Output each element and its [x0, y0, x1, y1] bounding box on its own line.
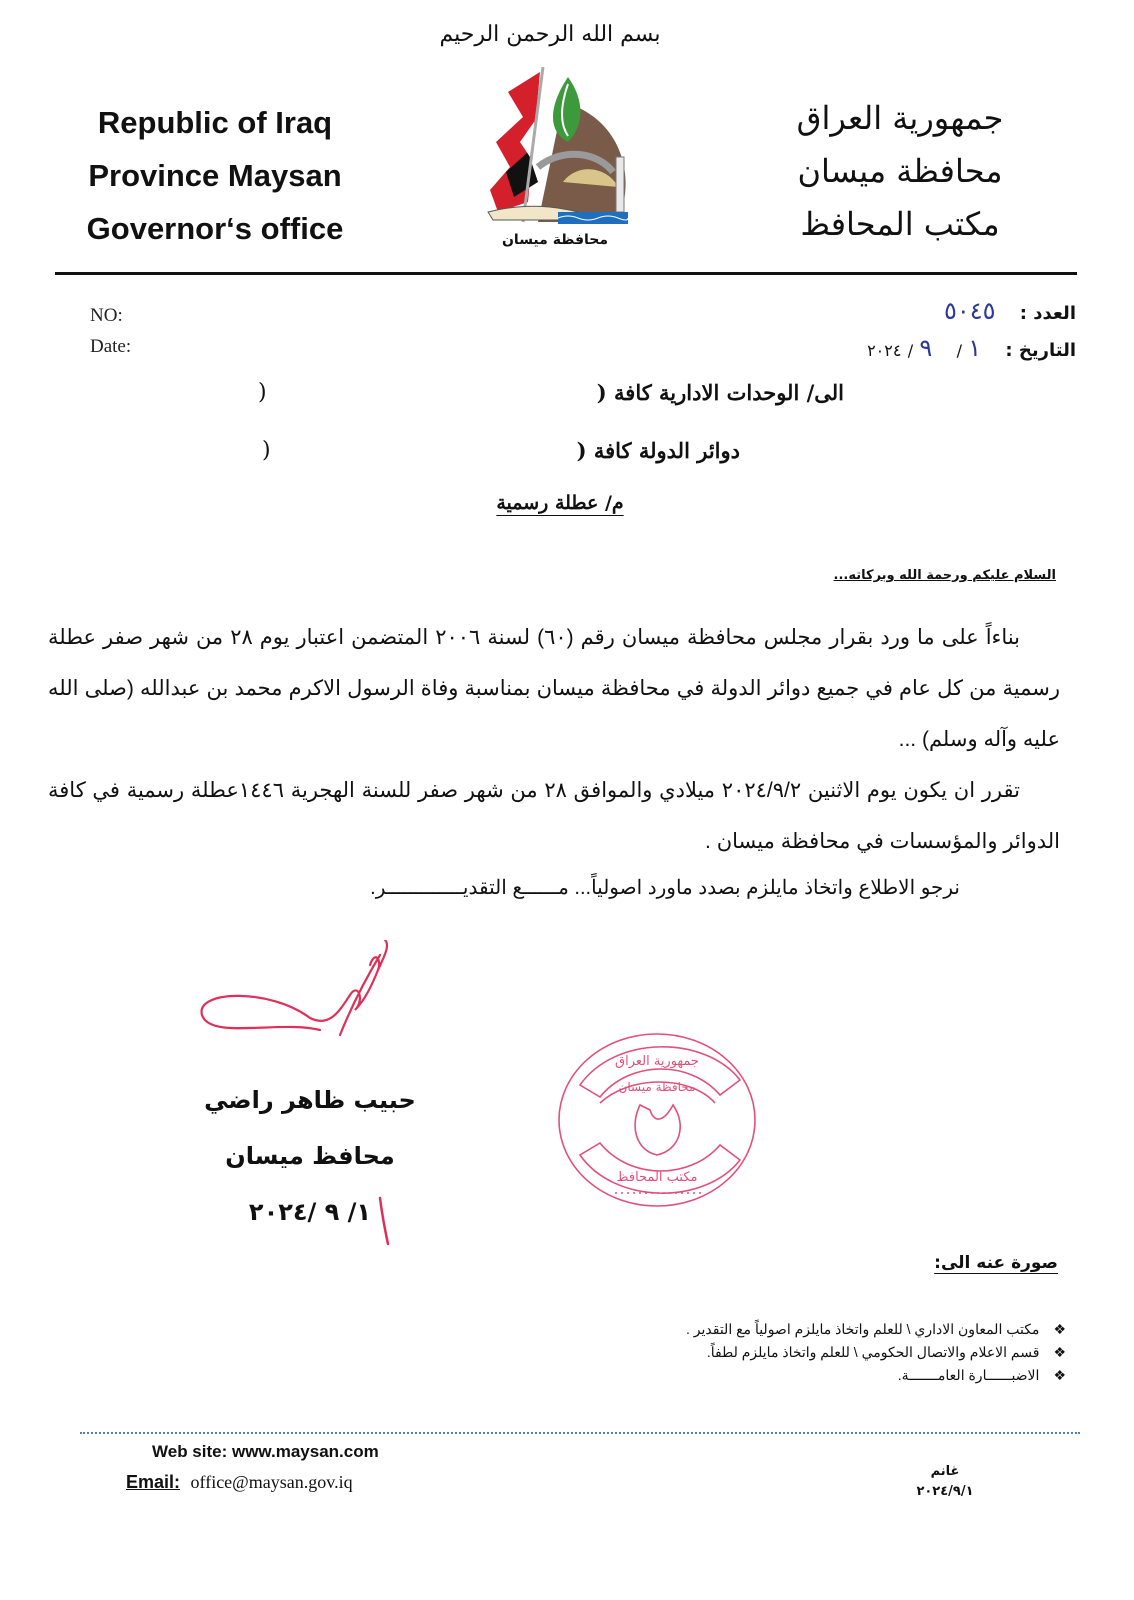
- signer-date: ١/ ٩ /٢٠٢٤: [248, 1198, 372, 1226]
- email-link[interactable]: office@maysan.gov.iq: [190, 1472, 353, 1492]
- english-reference: [90, 300, 131, 362]
- copies-item-text: الاضبــــــارة العامـــــــة.: [897, 1367, 1040, 1383]
- stamp-seal-icon: [555, 1025, 760, 1215]
- arabic-line-office: مكتب المحافظ: [800, 205, 1000, 243]
- footer-divider: [80, 1432, 1080, 1434]
- closing-line: نرجو الاطلاع واتخاذ مايلزم بصدد ماورد اصولياً... مــــــع التقديـــــــــــــر.: [370, 877, 960, 899]
- copies-list: [686, 1318, 1066, 1387]
- header-divider: [55, 272, 1077, 275]
- stamp-bottom-text: مكتب المحافظ: [616, 1170, 698, 1185]
- handwritten-signature-icon: [190, 940, 410, 1050]
- recipient-line-1-close: ): [258, 380, 267, 405]
- english-line-office: Governor‘s office: [86, 211, 344, 246]
- recipient-line-2: دوائر الدولة كافة (: [576, 438, 740, 463]
- english-line-country: Republic of Iraq: [97, 105, 333, 140]
- letter-body: [48, 612, 1060, 867]
- subject-text: م/ عطلة رسمية: [496, 492, 624, 514]
- copies-title: صورة عنه الى:: [934, 1253, 1058, 1273]
- signer-title: محافظ ميسان: [225, 1142, 395, 1170]
- copies-item-text: مكتب المعاون الاداري \ للعلم واتخاذ مايلزم اصولياً مع التقدير .: [686, 1321, 1040, 1337]
- logo-caption: محافظة ميسان: [501, 232, 609, 248]
- signer-name: حبيب ظاهر راضي: [204, 1086, 416, 1114]
- copies-item-text: قسم الاعلام والاتصال الحكومي \ للعلم واتخاذ مايلزم لطفاً.: [706, 1344, 1040, 1360]
- date-label-ar: التاريخ :: [1005, 340, 1076, 361]
- english-line-province: Province Maysan: [88, 158, 342, 193]
- date-row: التاريخ : ١ / ٩ / ٢٠٢٤: [867, 334, 1076, 362]
- typist-date: ٢٠٢٤/٩/١: [916, 1484, 974, 1499]
- website-link[interactable]: Web site: www.maysan.com: [152, 1442, 379, 1461]
- arabic-line-province: محافظة ميسان: [797, 152, 1003, 190]
- typist-mark: [890, 1462, 1000, 1502]
- official-stamp: [555, 1025, 760, 1215]
- copies-item: [686, 1364, 1066, 1387]
- date-year: ٢٠٢٤: [867, 341, 902, 360]
- copies-item: [686, 1341, 1066, 1364]
- date-month: ٩: [919, 334, 933, 362]
- bullet-icon: ❖: [1053, 1367, 1066, 1383]
- arabic-line-country: جمهورية العراق: [796, 99, 1004, 137]
- email-line: [126, 1472, 353, 1493]
- number-row: [867, 294, 1076, 331]
- typist-name: غانم: [930, 1464, 960, 1479]
- date-day: ١: [968, 334, 982, 362]
- subject-line: [400, 492, 720, 514]
- body-paragraph-2: تقرر ان يكون يوم الاثنين ٢٠٢٤/٩/٢ ميلادي والموافق ٢٨ من شهر صفر للسنة الهجرية ١٤٤٦عطلة رسمية في كافة الدوائر والمؤسسات في محافظة ميسان .: [48, 779, 1060, 853]
- email-label: Email:: [126, 1472, 181, 1492]
- basmala: بسم الله الرحمن الرحيم: [439, 22, 661, 47]
- body-paragraph-1: بناءاً على ما ورد بقرار مجلس محافظة ميسان رقم (٦٠) لسنة ٢٠٠٦ المتضمن اعتبار يوم ٢٨ من شهر صفر عطلة رسمية من كل عام في جميع دوائر الدولة في محافظة ميسان بمناسبة وفاة الرسول الاكرم محمد بن عبدالله (صلى الله عليه وآله وسلم) ...: [48, 626, 1060, 751]
- stamp-middle-text: محافظة ميسان: [618, 1080, 696, 1094]
- no-label: NO:: [90, 305, 123, 326]
- copies-item: [686, 1318, 1066, 1341]
- signature: [190, 940, 410, 1050]
- date-label: Date:: [90, 336, 132, 357]
- stamp-top-text: جمهورية العراق: [615, 1054, 699, 1069]
- bullet-icon: ❖: [1053, 1344, 1066, 1360]
- number-value: ٥٠٤٥: [943, 297, 996, 325]
- handwritten-day-mark-icon: [376, 1196, 392, 1246]
- maysan-emblem-icon: [468, 62, 648, 237]
- bullet-icon: ❖: [1053, 1321, 1066, 1337]
- arabic-reference: [867, 294, 1076, 368]
- signer-block: [180, 1072, 440, 1240]
- recipient-line-2-close: ): [262, 438, 271, 463]
- arabic-letterhead: [770, 92, 1030, 251]
- recipient-line-1: الى/ الوحدات الادارية كافة (: [596, 380, 844, 405]
- english-letterhead: [60, 96, 370, 255]
- greeting: السلام عليكم ورحمة الله وبركاته...: [833, 568, 1056, 583]
- number-label: العدد :: [1019, 303, 1076, 324]
